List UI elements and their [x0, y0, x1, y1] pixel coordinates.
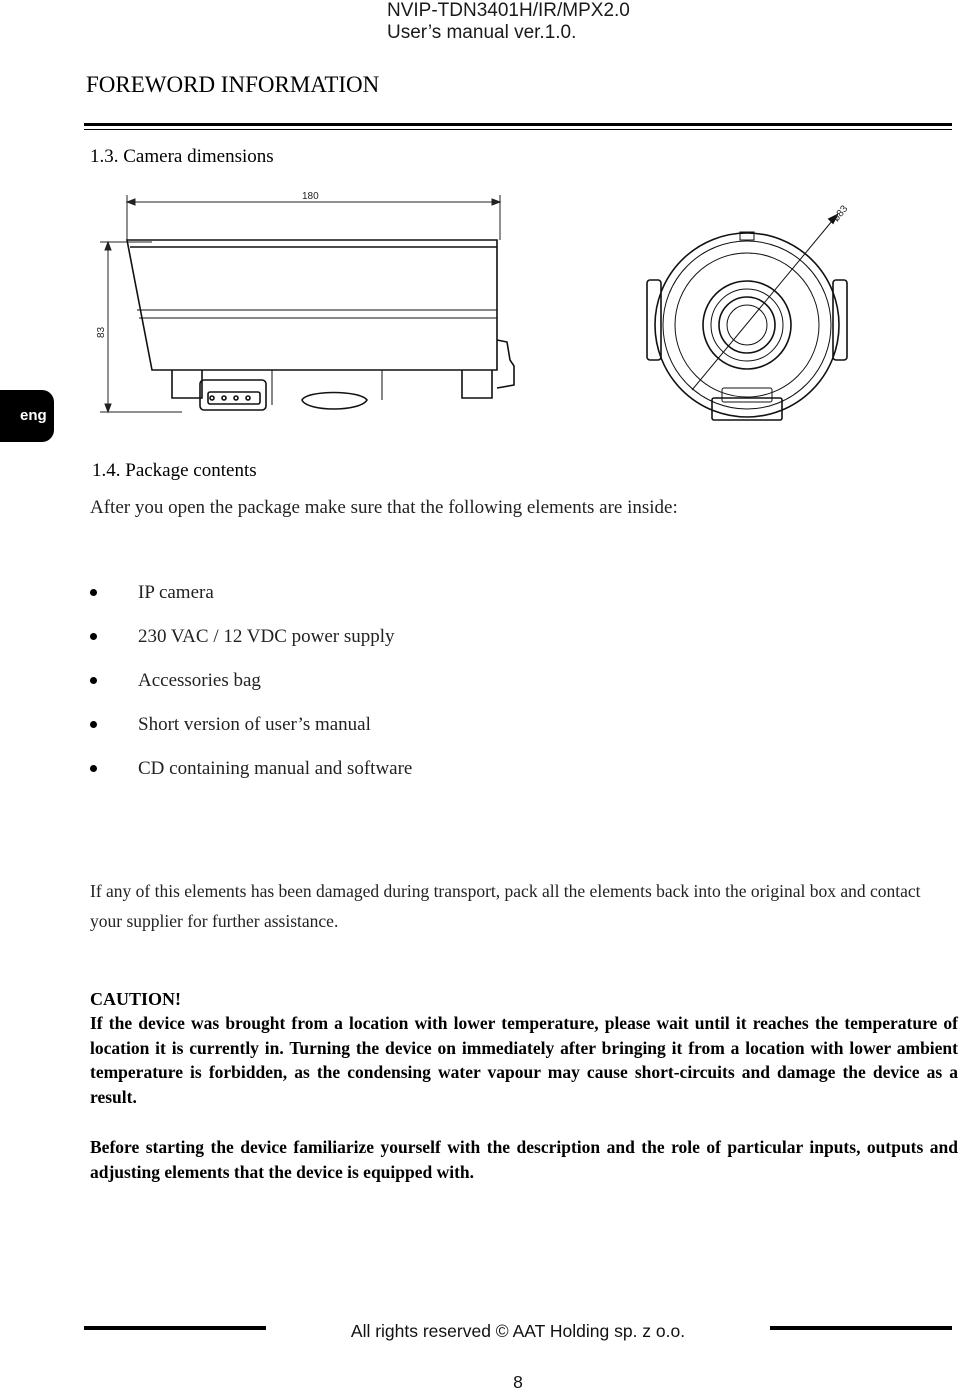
height-label: 83	[96, 326, 107, 338]
header-version: User’s manual ver.1.0.	[387, 22, 577, 43]
list-item	[90, 624, 412, 668]
bullet-icon	[90, 765, 97, 772]
bullet-icon	[90, 721, 97, 728]
camera-dimensions-heading: 1.3. Camera dimensions	[90, 146, 274, 167]
before-starting-text: Before starting the device familiarize yourself with the description and the role of particular inputs, outputs and adjusting elements that the device is equipped with.	[90, 1137, 958, 1182]
bullet-icon	[90, 633, 97, 640]
package-items-list	[90, 580, 412, 800]
bullet-icon	[90, 589, 97, 596]
diameter-label: ø83	[830, 203, 851, 224]
bullet-icon	[90, 677, 97, 684]
package-contents-heading: 1.4. Package contents	[92, 460, 257, 481]
list-item-label: CD containing manual and software	[138, 758, 413, 779]
list-item-label: IP camera	[138, 582, 214, 603]
camera-front-view	[647, 215, 847, 420]
page-number: 8	[513, 1372, 523, 1392]
list-item	[90, 712, 412, 756]
damage-note: If any of this elements has been damaged during transport, pack all the elements back into the original box and contact your supplier for further assistance.	[90, 881, 921, 931]
caution-text: If the device was brought from a location with lower temperature, please wait until it reaches the temperature of location it is currently in. Turning the device on immediately after bringing it from a location with lower ambient temperature is forbidden, as the condensing water vapour may cause short-circuits and damage the device as a result.	[90, 1013, 958, 1107]
camera-side-view	[127, 240, 514, 410]
header-model: NVIP-TDN3401H/IR/MPX2.0	[387, 0, 630, 21]
camera-dimensions-drawing	[92, 190, 872, 430]
list-item-label: Accessories bag	[138, 670, 261, 691]
caution-title: CAUTION!	[90, 989, 182, 1009]
header-rule-thick	[84, 123, 952, 126]
list-item-label: 230 VAC / 12 VDC power supply	[138, 626, 395, 647]
footer-copyright: All rights reserved © AAT Holding sp. z o.o.	[350, 1321, 686, 1341]
package-intro: After you open the package make sure that the following elements are inside:	[90, 497, 678, 518]
language-tab-label: eng	[20, 407, 47, 424]
width-label: 180	[302, 191, 319, 202]
list-item	[90, 756, 412, 800]
section-title: FOREWORD INFORMATION	[86, 72, 380, 97]
list-item	[90, 580, 412, 624]
list-item-label: Short version of user’s manual	[138, 714, 371, 735]
list-item	[90, 668, 412, 712]
header-rule-thin	[84, 129, 952, 130]
